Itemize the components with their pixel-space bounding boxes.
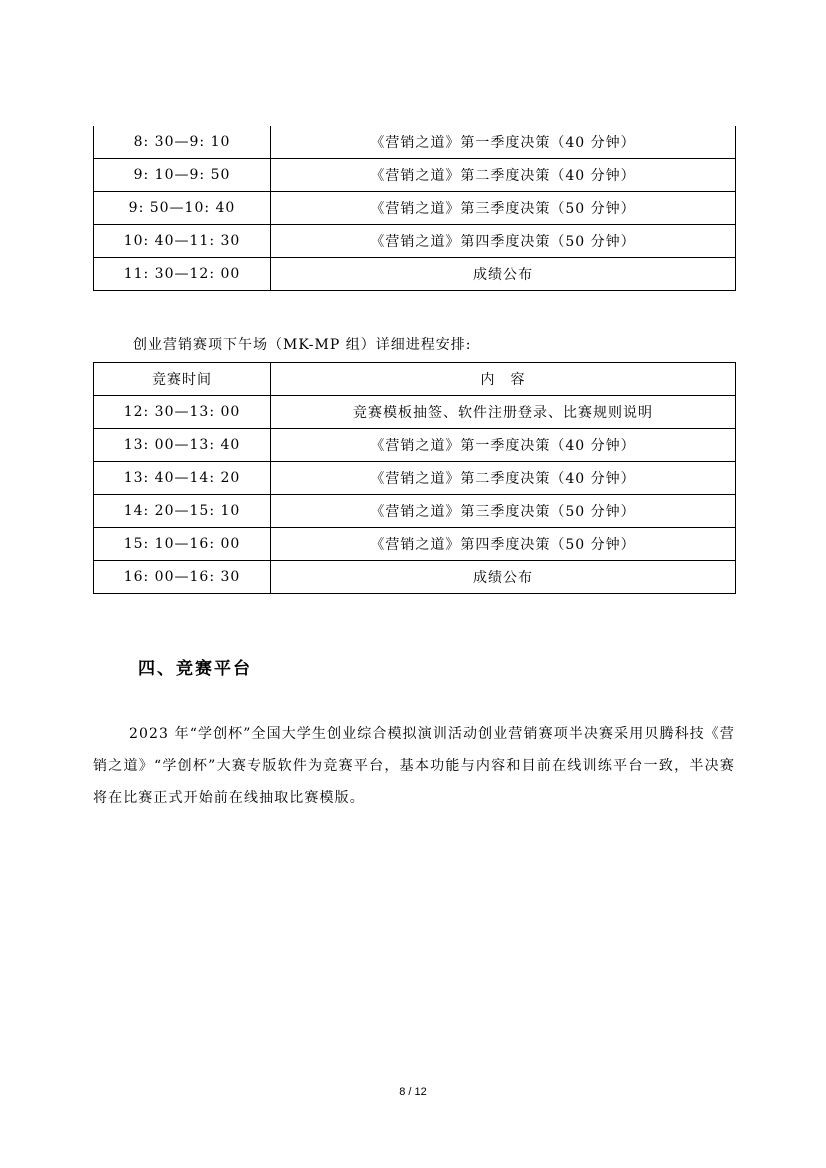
afternoon-schedule-caption: 创业营销赛项下午场（MK-MP 组）详细进程安排: [133,337,472,353]
table-row [94,528,736,561]
body-paragraph: 2023 年“学创杯”全国大学生创业综合模拟演训活动创业营销赛项半决赛采用贝腾科技《营销之道》“学创杯”大赛专版软件为竞赛平台，基本功能与内容和目前在线训练平台一致，半决赛将在比赛正式开始前在线抽取比赛模版。 [93,726,735,806]
morning-schedule-table [93,126,736,291]
content-cell: 《营销之道》第四季度决策（50 分钟） [271,528,736,561]
table-row [94,462,736,495]
time-cell: 8: 30—9: 10 [94,126,271,159]
time-cell: 15: 10—16: 00 [94,528,271,561]
time-cell: 10: 40—11: 30 [94,225,271,258]
time-cell: 13: 00—13: 40 [94,429,271,462]
table-row [94,396,736,429]
table-row [94,126,736,159]
table-row [94,495,736,528]
table-header-row [94,363,736,396]
time-cell: 16: 00—16: 30 [94,561,271,594]
header-content: 内 容 [271,363,736,396]
table-row [94,561,736,594]
time-cell: 11: 30—12: 00 [94,258,271,291]
content-cell: 《营销之道》第三季度决策（50 分钟） [271,192,736,225]
content-cell: 《营销之道》第二季度决策（40 分钟） [271,462,736,495]
content-cell: 成绩公布 [271,561,736,594]
time-cell: 13: 40—14: 20 [94,462,271,495]
content-cell: 《营销之道》第三季度决策（50 分钟） [271,495,736,528]
content-cell: 《营销之道》第一季度决策（40 分钟） [271,126,736,159]
time-cell: 9: 10—9: 50 [94,159,271,192]
time-cell: 12: 30—13: 00 [94,396,271,429]
header-time: 竞赛时间 [94,363,271,396]
content-cell: 竞赛模板抽签、软件注册登录、比赛规则说明 [271,396,736,429]
content-cell: 《营销之道》第四季度决策（50 分钟） [271,225,736,258]
content-cell: 《营销之道》第一季度决策（40 分钟） [271,429,736,462]
table-row [94,258,736,291]
table-row [94,159,736,192]
time-cell: 9: 50—10: 40 [94,192,271,225]
content-cell: 《营销之道》第二季度决策（40 分钟） [271,159,736,192]
content-cell: 成绩公布 [271,258,736,291]
time-cell: 14: 20—15: 10 [94,495,271,528]
table-row [94,192,736,225]
table-row [94,429,736,462]
afternoon-schedule-table [93,362,736,594]
section-heading: 四、竞赛平台 [138,659,252,679]
page-number: 8 / 12 [399,1086,427,1098]
table-row [94,225,736,258]
